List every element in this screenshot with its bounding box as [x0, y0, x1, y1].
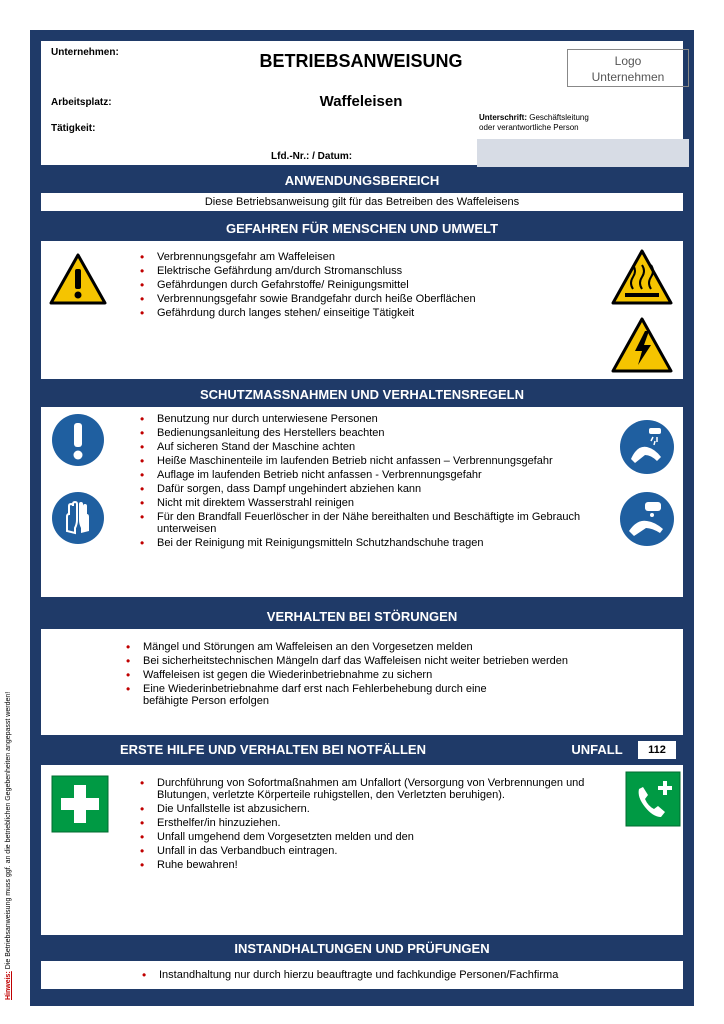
first-aid-box — [40, 764, 684, 936]
first-aid-heading: ERSTE HILFE UND VERHALTEN BEI NOTFÄLLEN — [120, 742, 426, 757]
company-label: Unternehmen: — [51, 47, 119, 58]
emergency-phone-icon — [625, 771, 681, 827]
list-item: • Benutzung nur durch unterwiesene Personen — [137, 413, 615, 425]
list-item: • Gefährdungen durch Gefahrstoffe/ Reinigungsmittel — [137, 279, 617, 291]
first-aid-icon — [51, 775, 109, 833]
hazards-list — [137, 251, 617, 321]
side-note-prefix: Hinweis: — [5, 971, 12, 1000]
list-item: • Bei sicherheitstechnischen Mängeln darf das Waffeleisen nicht weiter betrieben werden — [123, 655, 613, 667]
subtitle: Waffeleisen — [319, 93, 403, 110]
list-item: • Unfall in das Verbandbuch eintragen. — [137, 845, 621, 857]
maintenance-list — [139, 969, 679, 983]
first-aid-list — [137, 777, 621, 873]
list-item: • Auf sicheren Stand der Maschine achten — [137, 441, 615, 453]
side-note — [4, 580, 14, 1000]
scope-text: Diese Betriebsanweisung gilt für das Betreiben des Waffeleisens — [204, 196, 520, 208]
maintenance-heading: INSTANDHALTUNGEN UND PRÜFUNGEN — [234, 941, 490, 956]
list-item: • Auflage im laufenden Betrieb nicht anfassen - Verbrennungsgefahr — [137, 469, 615, 481]
list-item: • Bei der Reinigung mit Reinigungsmitteln Schutzhandschuhe tragen — [137, 537, 615, 549]
list-item: • Verbrennungsgefahr am Waffeleisen — [137, 251, 617, 263]
protection-list — [137, 413, 615, 551]
scope-box — [40, 192, 684, 212]
hazards-heading: GEFAHREN FÜR MENSCHEN UND UMWELT — [225, 221, 499, 236]
list-item: • Ruhe bewahren! — [137, 859, 621, 871]
logo-line1: Logo — [614, 54, 642, 68]
signature-rest: Geschäftsleitung — [527, 113, 589, 122]
malfunction-heading: VERHALTEN BEI STÖRUNGEN — [266, 609, 458, 624]
list-item: • Waffeleisen ist gegen die Wiederinbetriebnahme zu sichern — [123, 669, 613, 681]
maintenance-box — [40, 960, 684, 990]
list-item: • Mängel und Störungen am Waffeleisen an den Vorgesetzen melden — [123, 641, 613, 653]
activity-label: Tätigkeit: — [51, 123, 96, 134]
signature-label — [479, 113, 589, 133]
header-box — [40, 40, 684, 166]
list-item: • Ersthelfer/in hinzuziehen. — [137, 817, 621, 829]
lfd-date-label: Lfd.-Nr.: / Datum: — [271, 151, 353, 162]
list-item: • Verbrennungsgefahr sowie Brandgefahr durch heiße Oberflächen — [137, 293, 617, 305]
unfall-label: UNFALL — [571, 742, 623, 757]
page-title: BETRIEBSANWEISUNG — [259, 51, 463, 71]
emergency-number: 112 — [638, 741, 676, 759]
malfunction-box — [40, 628, 684, 736]
list-item: • Nicht mit direktem Wasserstrahl reinigen — [137, 497, 615, 509]
mandatory-general-icon — [51, 413, 105, 467]
document-frame — [30, 30, 694, 1006]
wash-hands-icon — [619, 419, 675, 475]
signature-line2: oder verantwortliche Person — [479, 123, 579, 132]
list-item: • Heiße Maschinenteile im laufenden Betrieb nicht anfassen – Verbrennungsgefahr — [137, 455, 615, 467]
electricity-warning-icon — [611, 317, 673, 373]
list-item: • Eine Wiederinbetriebnahme darf erst nach Fehlerbehebung durch eine befähigte Person erfolgen — [123, 683, 513, 707]
hazards-box — [40, 240, 684, 380]
list-item: • Dafür sorgen, dass Dampf ungehindert abziehen kann — [137, 483, 615, 495]
list-item: • Unfall umgehend dem Vorgesetzten melden und den — [137, 831, 621, 843]
protection-box — [40, 406, 684, 598]
warning-general-icon — [49, 253, 107, 305]
workplace-label: Arbeitsplatz: — [51, 97, 112, 108]
skin-protection-icon — [619, 491, 675, 547]
scope-heading: ANWENDUNGSBEREICH — [284, 173, 440, 188]
list-item: • Instandhaltung nur durch hierzu beauftragte und fachkundige Personen/Fachfirma — [139, 969, 679, 981]
list-item: • Elektrische Gefährdung am/durch Stromanschluss — [137, 265, 617, 277]
list-item: • Durchführung von Sofortmaßnahmen am Unfallort (Versorgung von Verbrennungen und Blutungen, verletzte Körperteile ruhigstellen, den Verletzten beruhigen). — [137, 777, 621, 801]
hot-surface-warning-icon — [611, 249, 673, 305]
logo-line2: Unternehmen — [591, 70, 665, 84]
list-item: • Die Unfallstelle ist abzusichern. — [137, 803, 621, 815]
list-item: • Bedienungsanleitung des Herstellers beachten — [137, 427, 615, 439]
signature-bold: Unterschrift: — [479, 113, 528, 122]
list-item: • Für den Brandfall Feuerlöscher in der Nähe bereithalten und Beschäftigte im Gebrauch unterweisen — [137, 511, 615, 535]
gloves-icon — [51, 491, 105, 545]
protection-heading: SCHUTZMASSNAHMEN UND VERHALTENSREGELN — [199, 387, 525, 402]
malfunction-list — [123, 641, 613, 709]
list-item: • Gefährdung durch langes stehen/ einseitige Tätigkeit — [137, 307, 617, 319]
side-note-text: Die Betriebsanweisung muss ggf. an die betrieblichen Gegebenheiten angepasst werden! — [5, 691, 12, 972]
signature-field[interactable] — [477, 139, 689, 167]
company-logo-placeholder — [567, 49, 689, 87]
